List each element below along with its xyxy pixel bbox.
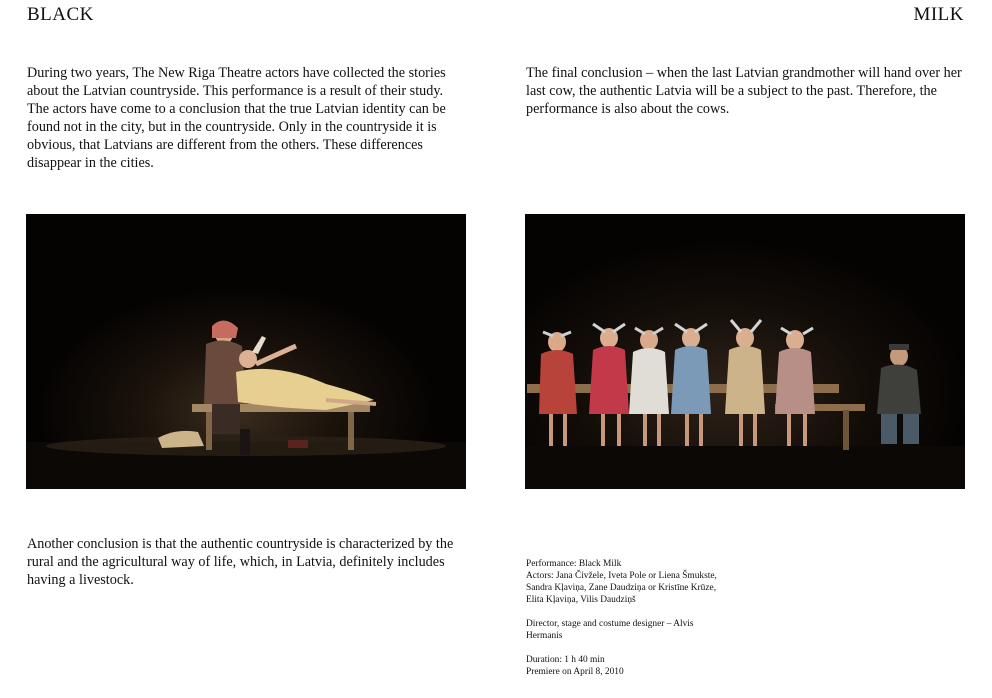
credits-block — [526, 558, 786, 678]
stage-photo-right — [525, 214, 965, 489]
credit-performance: Performance: Black Milk — [526, 559, 622, 569]
header-title-left: BLACK — [27, 4, 94, 25]
conclusion-paragraph: The final conclusion – when the last Latvian grandmother will hand over her last cow, the authentic Latvia will be a subject to the past. Therefore, the performance is also about the cows. — [526, 65, 962, 117]
credit-duration: Duration: 1 h 40 min — [526, 655, 605, 665]
credit-spacer — [526, 642, 786, 654]
credit-actors-line-2: Sandra Kļaviņa, Zane Daudziņa or Kristīne Krūze, — [526, 583, 717, 593]
countryside-paragraph: Another conclusion is that the authentic countryside is characterized by the rural and the agricultural way of life, which, in Latvia, definitely includes having a livestock. — [27, 536, 454, 588]
header-title-right: MILK — [913, 4, 964, 25]
intro-paragraph: During two years, The New Riga Theatre actors have collected the stories about the Latvian countryside. This performance is a result of their study. The actors have come to a conclusion that the true Latvian identity can be found not in the city, but in the countryside. Only in the countryside it is obvious, that Latvians are different from the others. These differences disappear in the cities. — [27, 65, 446, 171]
credit-director-line-2: Hermanis — [526, 631, 563, 641]
credit-actors-line-1: Actors: Jana Čivžele, Iveta Pole or Liena Šmukste, — [526, 571, 717, 581]
credit-director-line-1: Director, stage and costume designer – Alvis — [526, 619, 694, 629]
credit-premiere: Premiere on April 8, 2010 — [526, 667, 624, 677]
credit-spacer — [526, 606, 786, 618]
credit-actors-line-3: Elita Kļaviņa, Vilis Daudziņš — [526, 595, 636, 605]
stage-photo-left — [26, 214, 466, 489]
